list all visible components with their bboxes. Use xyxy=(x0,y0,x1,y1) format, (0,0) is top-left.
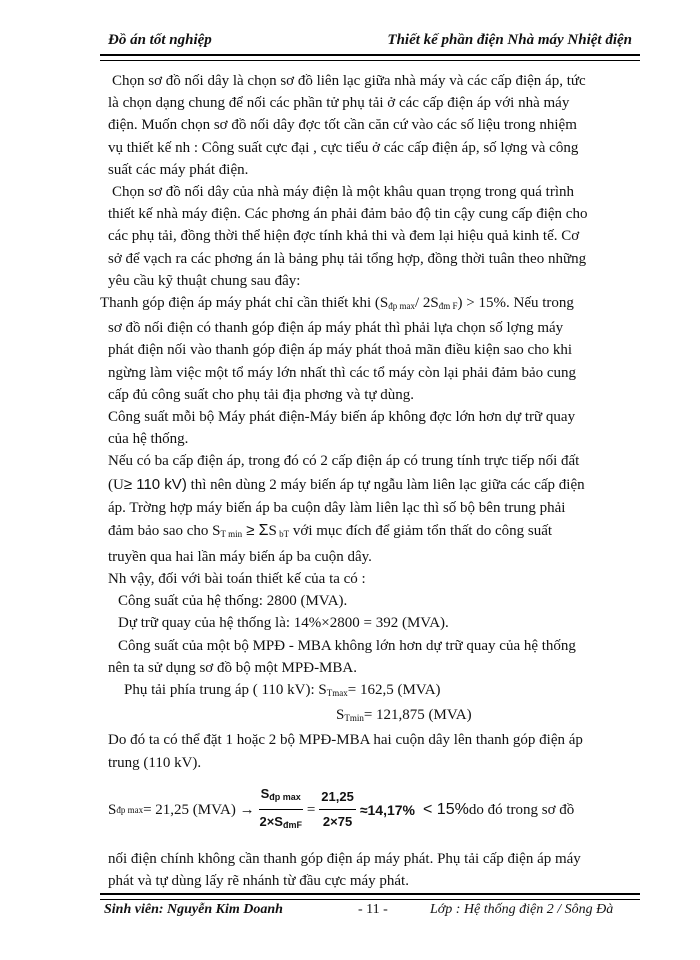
body-line: Công suất của một bộ MPĐ - MBA không lớn hơn dự trữ quay của hệ thống xyxy=(118,637,576,654)
body-line: các phụ tải, đồng thời thể hiện đợc tính khả thi và đem lại hiệu quả kinh tế. Cơ xyxy=(108,228,580,245)
body-line: đảm bảo sao cho $S_{T min} \ge \Sigma S$ $_{bT}$ với mục đích để giảm tổn thất do công suất xyxy=(108,521,553,539)
body-line: phát điện nối vào thanh góp điện áp máy phát thoả mãn điều kiện sao cho khi xyxy=(108,342,573,359)
body-line: là chọn dạng chung để nối các phần tử phụ tải ở các cấp điện áp với nhà máy xyxy=(108,95,570,112)
body-line: ngừng làm việc một tổ máy lớn nhất thì các tổ máy còn lại phải đảm bảo cung xyxy=(108,364,577,381)
header-document-title: Thiết kế phần điện Nhà máy Nhiệt điện xyxy=(387,32,632,48)
body-line: truyền qua hai lần máy biến áp ba cuộn dây. xyxy=(108,548,372,565)
body-line: Nh vậy, đối với bài toán thiết kế của ta có : xyxy=(108,571,366,588)
footer-page-number: - 11 - xyxy=(358,902,388,917)
body-line: Dự trữ quay của hệ thống là: 14%×2800 = 392 (MVA). xyxy=(118,615,449,632)
header-rule xyxy=(100,54,640,61)
body-line: vụ thiết kế nh : Công suất cực đại , cực tiểu ở các cấp điện áp, số lợng và công xyxy=(108,139,579,156)
footer-class: Lớp : Hệ thống điện 2 / Sông Đà xyxy=(430,902,614,917)
page-footer xyxy=(100,900,640,924)
body-line: (U≥ 110 kV) thì nên dùng 2 máy biến áp tự ngẫu làm liên lạc giữa các cấp điện xyxy=(108,475,585,493)
body-line: Do đó ta có thể đặt 1 hoặc 2 bộ MPĐ-MBA hai cuộn dây lên thanh góp điện áp xyxy=(108,732,583,749)
body-line: sơ đồ nối điện có thanh góp điện áp máy phát thì phải lựa chọn số lợng máy xyxy=(108,320,564,337)
body-line: Công suất mỗi bộ Máy phát điện-Máy biến áp không đợc lớn hơn dự trữ quay xyxy=(108,409,576,426)
ratio-formula: S đp max = 21,25 (MVA) → $\frac{S_{đp max}}{2\times S_{đmF}}$ = $\frac{21,25}{2\times 75}$ ≈14,17% < 15% do đó trong sơ đồ xyxy=(108,780,640,840)
body-line: trung (110 kV). xyxy=(108,754,202,771)
body-line: Phụ tải phía trung áp ( 110 kV): $S_{Tmax}= 162,5$ (MVA) xyxy=(124,682,441,699)
body-line: cấp đủ công suất cho phụ tải địa phơng và tự dùng. xyxy=(108,386,414,403)
fraction-symbolic: $\frac{S_{đp max}}{2\times S_{đmF}}$ xyxy=(259,783,303,836)
body-line: áp. Trờng hợp máy biến áp ba cuộn dây làm liên lạc thì số bộ bên trung phải xyxy=(108,499,566,516)
body-line: Thanh góp điện áp máy phát chỉ cần thiết khi ($S_{đp max}/$ $2S_{đm F}) > 15\%$. Nếu trong xyxy=(100,295,574,312)
body-line: Nếu có ba cấp điện áp, trong đó có 2 cấp điện áp có trung tính trực tiếp nối đất xyxy=(108,453,580,470)
footer-student: Sinh viên: Nguyễn Kim Doanh xyxy=(104,902,283,917)
fraction-numeric: $\frac{21,25}{2\times 75}$ xyxy=(319,786,356,833)
body-line: thiết kế nhà máy điện. Các phơng án phải đảm bảo độ tin cậy cung cấp điện cho xyxy=(108,206,588,223)
body-line: Chọn sơ đồ nối dây là chọn sơ đồ liên lạc giữa nhà máy và các cấp điện áp, tức xyxy=(112,73,586,89)
body-line: điện. Muốn chọn sơ đồ nối dây đợc tốt cần căn cứ vào các số liệu trong nhiệm xyxy=(108,117,577,134)
header-document-type: Đồ án tốt nghiệp xyxy=(108,32,212,48)
footer-rule xyxy=(100,893,640,900)
body-line: yêu cầu kỹ thuật chung sau đây: xyxy=(108,272,301,289)
body-line: nên ta sử dụng sơ đồ bộ một MPĐ-MBA. xyxy=(108,659,357,676)
page-header xyxy=(100,28,640,54)
body-line: Chọn sơ đồ nối dây của nhà máy điện là một khâu quan trọng trong quá trình xyxy=(112,184,575,201)
body-line: phát và tự dùng lấy rẽ nhánh từ đầu cực máy phát. xyxy=(108,873,409,890)
page-body xyxy=(100,70,640,892)
body-line: Công suất của hệ thống: 2800 (MVA). xyxy=(118,593,348,610)
body-line: $S_{Tmin}= 121,875$ (MVA) xyxy=(336,707,472,724)
body-line: suất các máy phát điện. xyxy=(108,161,249,178)
body-line: của hệ thống. xyxy=(108,431,189,448)
body-line: nối điện chính không cần thanh góp điện áp máy phát. Phụ tải cấp điện áp máy xyxy=(108,850,581,867)
body-line: sở để vạch ra các phơng án là bảng phụ tải tổng hợp, đồng thời tuân theo những xyxy=(108,250,587,267)
